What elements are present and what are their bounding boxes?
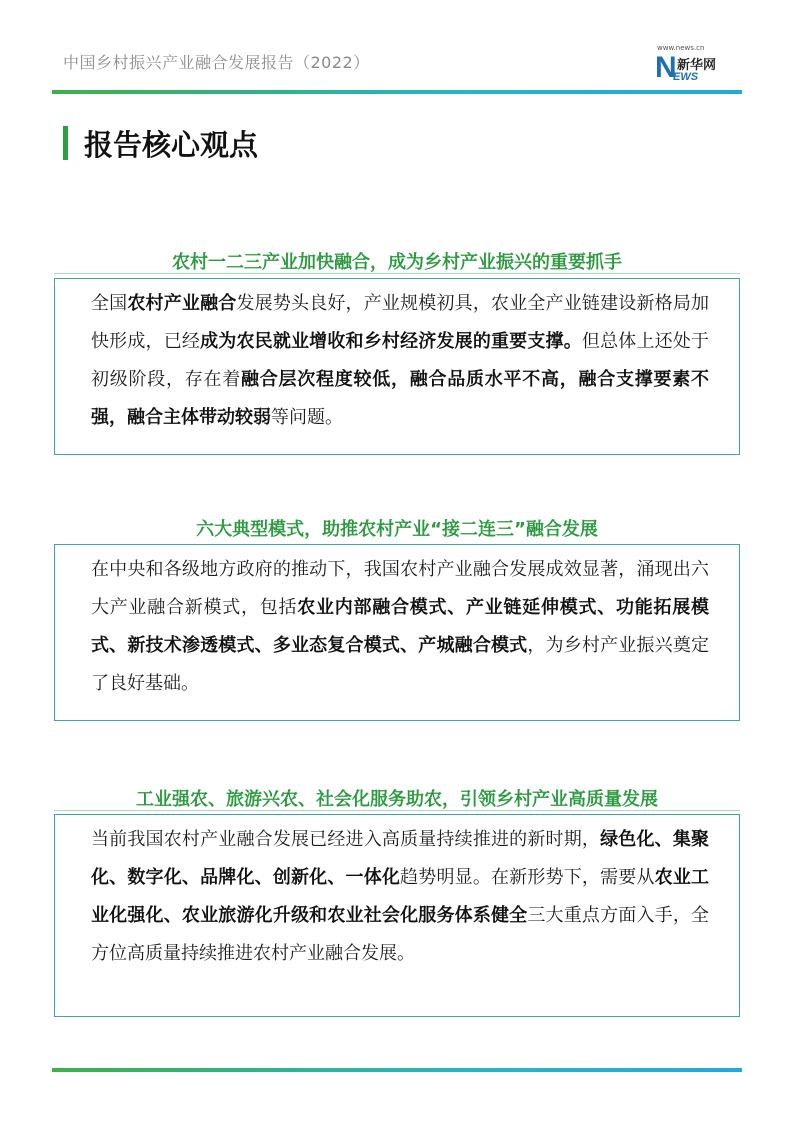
emphasized-text: 农业内部融合模式、产业链延伸模式、功能拓展模式、新技术渗透模式、多业态复合模式、产城融合模式 bbox=[91, 597, 709, 656]
body-text: 全国 bbox=[91, 293, 128, 314]
emphasized-text: 绿色化、集聚化、数字化、品牌化、创新化、一体化 bbox=[91, 829, 710, 888]
section-box bbox=[54, 544, 740, 721]
logo-suffix: EWS bbox=[673, 71, 699, 83]
logo-brand: 新华网 bbox=[677, 58, 717, 73]
body-text: ，为乡村产业振兴奠定了良好基础。 bbox=[91, 635, 710, 694]
logo-letter: N bbox=[655, 51, 677, 84]
section-title: 农村一二三产业加快融合，成为乡村产业振兴的重要抓手 bbox=[172, 252, 622, 273]
logo-url: www.news.cn bbox=[657, 44, 705, 52]
xinhuanet-logo bbox=[655, 44, 731, 88]
header-divider bbox=[52, 90, 742, 94]
body-text: 但总体上还处于初级阶段，存在着 bbox=[91, 331, 710, 390]
emphasized-text: 农村产业融合 bbox=[127, 293, 237, 314]
section-paragraph bbox=[91, 285, 709, 437]
emphasized-text: 融合层次程度较低，融合品质水平不高，融合支撑要素不强，融合主体带动较弱 bbox=[91, 369, 709, 428]
heading-accent-bar bbox=[63, 126, 68, 160]
page-heading: 报告核心观点 bbox=[84, 128, 259, 162]
section-box bbox=[54, 278, 740, 455]
body-text: 三大重点方面入手，全方位高质量持续推进农村产业融合发展。 bbox=[91, 905, 710, 964]
body-text: 趋势明显。在新形势下，需要从 bbox=[400, 867, 655, 888]
body-text: 当前我国农村产业融合发展已经进入高质量持续推进的新时期， bbox=[91, 829, 601, 850]
section-title-underline bbox=[54, 810, 740, 811]
emphasized-text: 成为农民就业增收和乡村经济发展的重要支撑。 bbox=[200, 331, 582, 352]
footer-divider bbox=[52, 1068, 742, 1072]
section-title-underline bbox=[54, 273, 740, 274]
section-title: 工业强农、旅游兴农、社会化服务助农，引领乡村产业高质量发展 bbox=[136, 789, 658, 810]
emphasized-text: 农业工业化强化、农业旅游化升级和农业社会化服务体系健全 bbox=[91, 867, 710, 926]
section-paragraph bbox=[91, 821, 709, 973]
body-text: 发展势头良好，产业规模初具，农业全产业链建设新格局加快形成，已经 bbox=[91, 293, 710, 352]
body-text: 在中央和各级地方政府的推动下，我国农村产业融合发展成效显著，涌现出六大产业融合新模式，包括 bbox=[91, 559, 709, 618]
section-box bbox=[54, 814, 740, 1017]
section-paragraph bbox=[91, 551, 709, 703]
report-title: 中国乡村振兴产业融合发展报告（2022） bbox=[63, 53, 370, 72]
section-title: 六大典型模式，助推农村产业“接二连三”融合发展 bbox=[196, 519, 598, 540]
body-text: 等问题。 bbox=[271, 407, 343, 428]
